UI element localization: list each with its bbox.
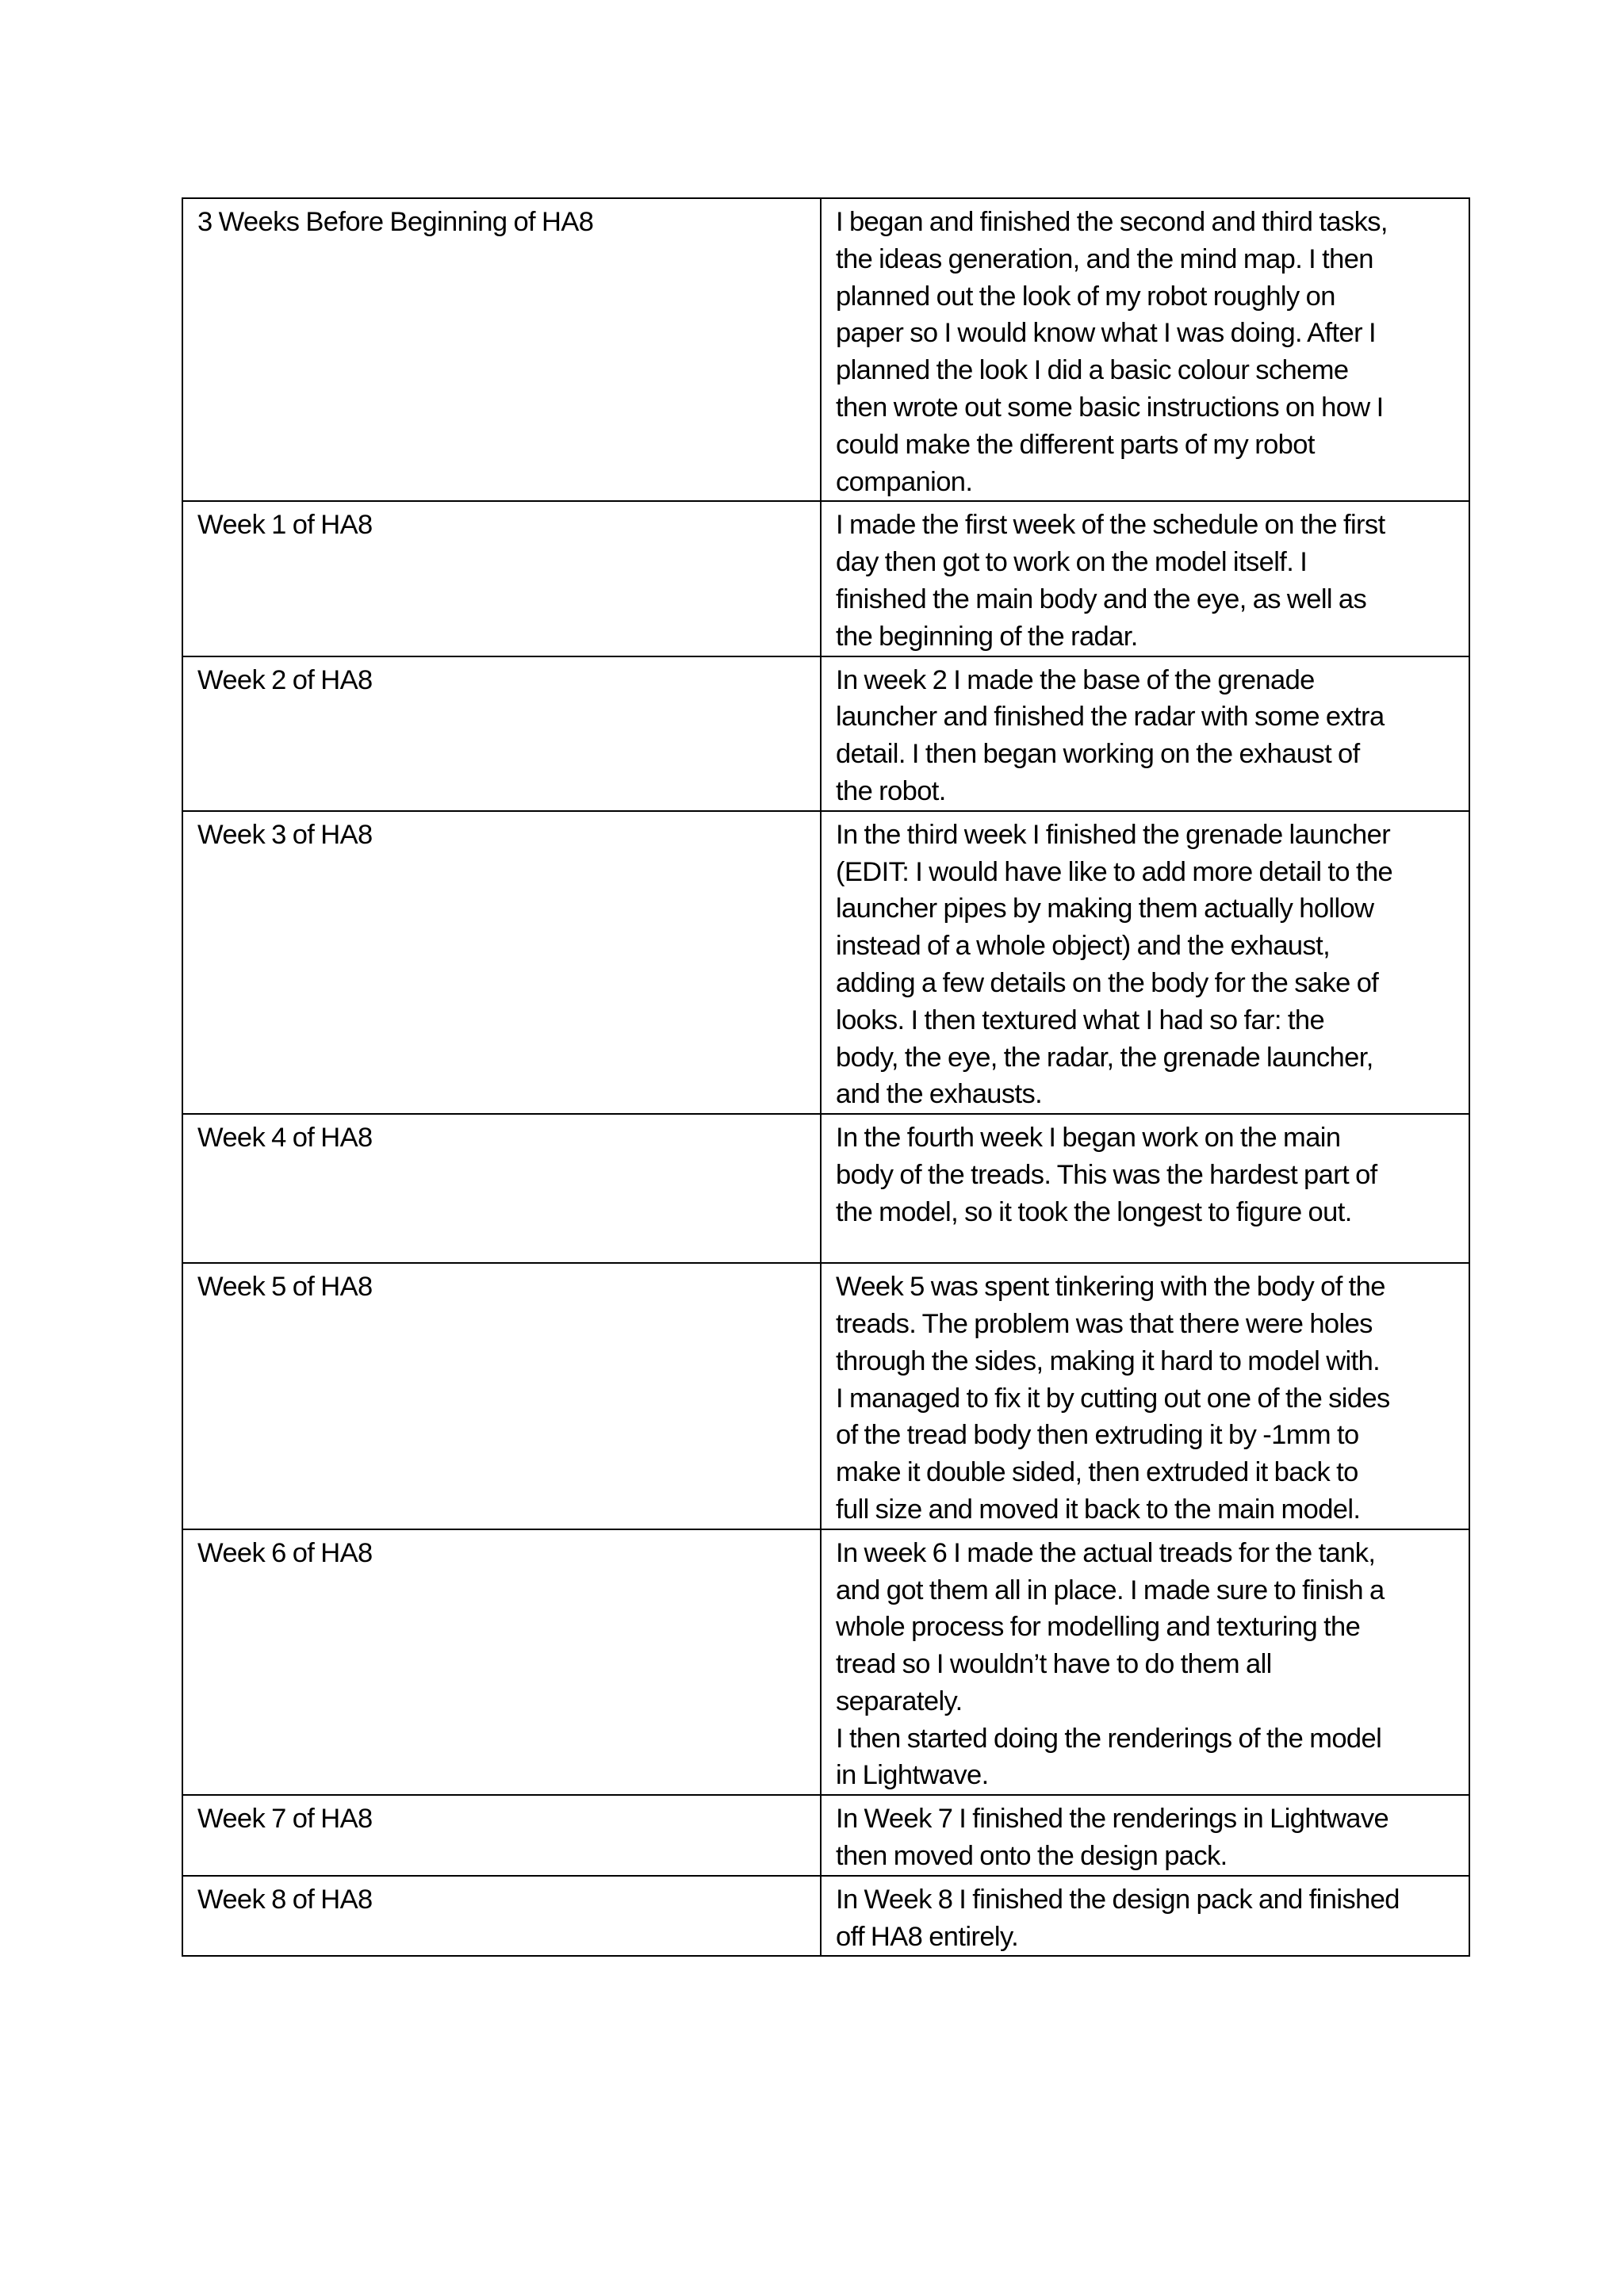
period-cell [182, 1529, 821, 1796]
notes-line: treads. The problem was that there were holes [836, 1308, 1373, 1339]
period-label: Week 3 of HA8 [197, 819, 373, 850]
notes-line: the robot. [836, 775, 946, 806]
notes-cell [821, 198, 1469, 501]
notes-line: paper so I would know what I was doing. After I [836, 318, 1376, 349]
notes-line: In the third week I finished the grenade launcher [836, 819, 1391, 850]
notes-line: whole process for modelling and texturing the [836, 1612, 1361, 1643]
notes-line: In Week 8 I finished the design pack and finished [836, 1884, 1400, 1915]
notes-line: I made the first week of the schedule on the first [836, 510, 1385, 541]
table-row [182, 501, 1469, 656]
notes-line: body, the eye, the radar, the grenade launcher, [836, 1042, 1373, 1073]
notes-line: planned out the look of my robot roughly on [836, 281, 1335, 312]
schedule-table [182, 197, 1470, 1957]
period-cell [182, 198, 821, 501]
notes-cell [821, 1795, 1469, 1876]
notes-cell [821, 811, 1469, 1114]
schedule-table-body [182, 198, 1469, 1956]
notes-cell [821, 1876, 1469, 1957]
notes-line: and the exhausts. [836, 1079, 1043, 1110]
notes-cell [821, 1529, 1469, 1796]
notes-line: of the tread body then extruding it by -1mm to [836, 1420, 1359, 1451]
notes-line: in Lightwave. [836, 1760, 989, 1791]
period-label: Week 5 of HA8 [197, 1272, 373, 1303]
period-label: Week 2 of HA8 [197, 664, 373, 695]
notes-line: the ideas generation, and the mind map. I then [836, 243, 1373, 274]
period-cell [182, 656, 821, 811]
table-row [182, 1876, 1469, 1957]
table-row [182, 198, 1469, 501]
period-label: Week 4 of HA8 [197, 1123, 373, 1154]
notes-line: launcher pipes by making them actually hollow [836, 894, 1374, 924]
period-cell [182, 1114, 821, 1263]
period-cell [182, 501, 821, 656]
table-row [182, 1263, 1469, 1529]
period-label: Week 6 of HA8 [197, 1537, 373, 1568]
notes-line: Week 5 was spent tinkering with the body of the [836, 1272, 1385, 1303]
table-row [182, 1529, 1469, 1796]
notes-cell [821, 1114, 1469, 1263]
notes-line: companion. [836, 466, 973, 497]
notes-line: body of the treads. This was the hardest part of [836, 1159, 1377, 1190]
period-label: 3 Weeks Before Beginning of HA8 [197, 207, 594, 237]
notes-line: planned the look I did a basic colour scheme [836, 355, 1349, 386]
notes-line: make it double sided, then extruded it back to [836, 1457, 1358, 1488]
notes-line: could make the different parts of my robot [836, 429, 1315, 460]
period-cell [182, 811, 821, 1114]
notes-line: I then started doing the renderings of the model [836, 1723, 1382, 1754]
notes-cell [821, 656, 1469, 811]
notes-line: detail. I then began working on the exhaust of [836, 739, 1360, 770]
notes-line: day then got to work on the model itself. I [836, 547, 1308, 578]
period-cell [182, 1876, 821, 1957]
notes-cell [821, 1263, 1469, 1529]
notes-line: separately. [836, 1686, 963, 1716]
notes-line: finished the main body and the eye, as well as [836, 584, 1367, 614]
notes-line: and got them all in place. I made sure to finish a [836, 1575, 1385, 1605]
notes-cell [821, 501, 1469, 656]
period-cell [182, 1795, 821, 1876]
notes-line: then wrote out some basic instructions on how I [836, 392, 1384, 423]
notes-line: launcher and finished the radar with some extra [836, 702, 1385, 733]
notes-line: I began and finished the second and third tasks, [836, 207, 1388, 237]
notes-line: then moved onto the design pack. [836, 1841, 1228, 1872]
table-row [182, 1114, 1469, 1263]
period-label: Week 8 of HA8 [197, 1884, 373, 1915]
notes-line: I managed to fix it by cutting out one of the sides [836, 1383, 1390, 1414]
notes-line: adding a few details on the body for the sake of [836, 967, 1379, 998]
table-row [182, 811, 1469, 1114]
table-row [182, 656, 1469, 811]
notes-line: the model, so it took the longest to figure out. [836, 1196, 1352, 1227]
notes-line: In Week 7 I finished the renderings in Lightwave [836, 1804, 1389, 1835]
period-cell [182, 1263, 821, 1529]
notes-line: In week 6 I made the actual treads for the tank, [836, 1537, 1376, 1568]
notes-line: the beginning of the radar. [836, 621, 1138, 652]
notes-line: off HA8 entirely. [836, 1921, 1019, 1952]
notes-line: In week 2 I made the base of the grenade [836, 664, 1315, 695]
notes-line: tread so I wouldn’t have to do them all [836, 1649, 1272, 1680]
notes-line: instead of a whole object) and the exhaust, [836, 931, 1331, 962]
notes-line: In the fourth week I began work on the main [836, 1123, 1341, 1154]
notes-line: through the sides, making it hard to model with. [836, 1345, 1381, 1376]
notes-line: full size and moved it back to the main model. [836, 1494, 1361, 1525]
notes-line: (EDIT: I would have like to add more detail to the [836, 856, 1393, 887]
period-label: Week 1 of HA8 [197, 510, 373, 541]
notes-line: looks. I then textured what I had so far: the [836, 1004, 1325, 1035]
period-label: Week 7 of HA8 [197, 1804, 373, 1835]
table-row [182, 1795, 1469, 1876]
